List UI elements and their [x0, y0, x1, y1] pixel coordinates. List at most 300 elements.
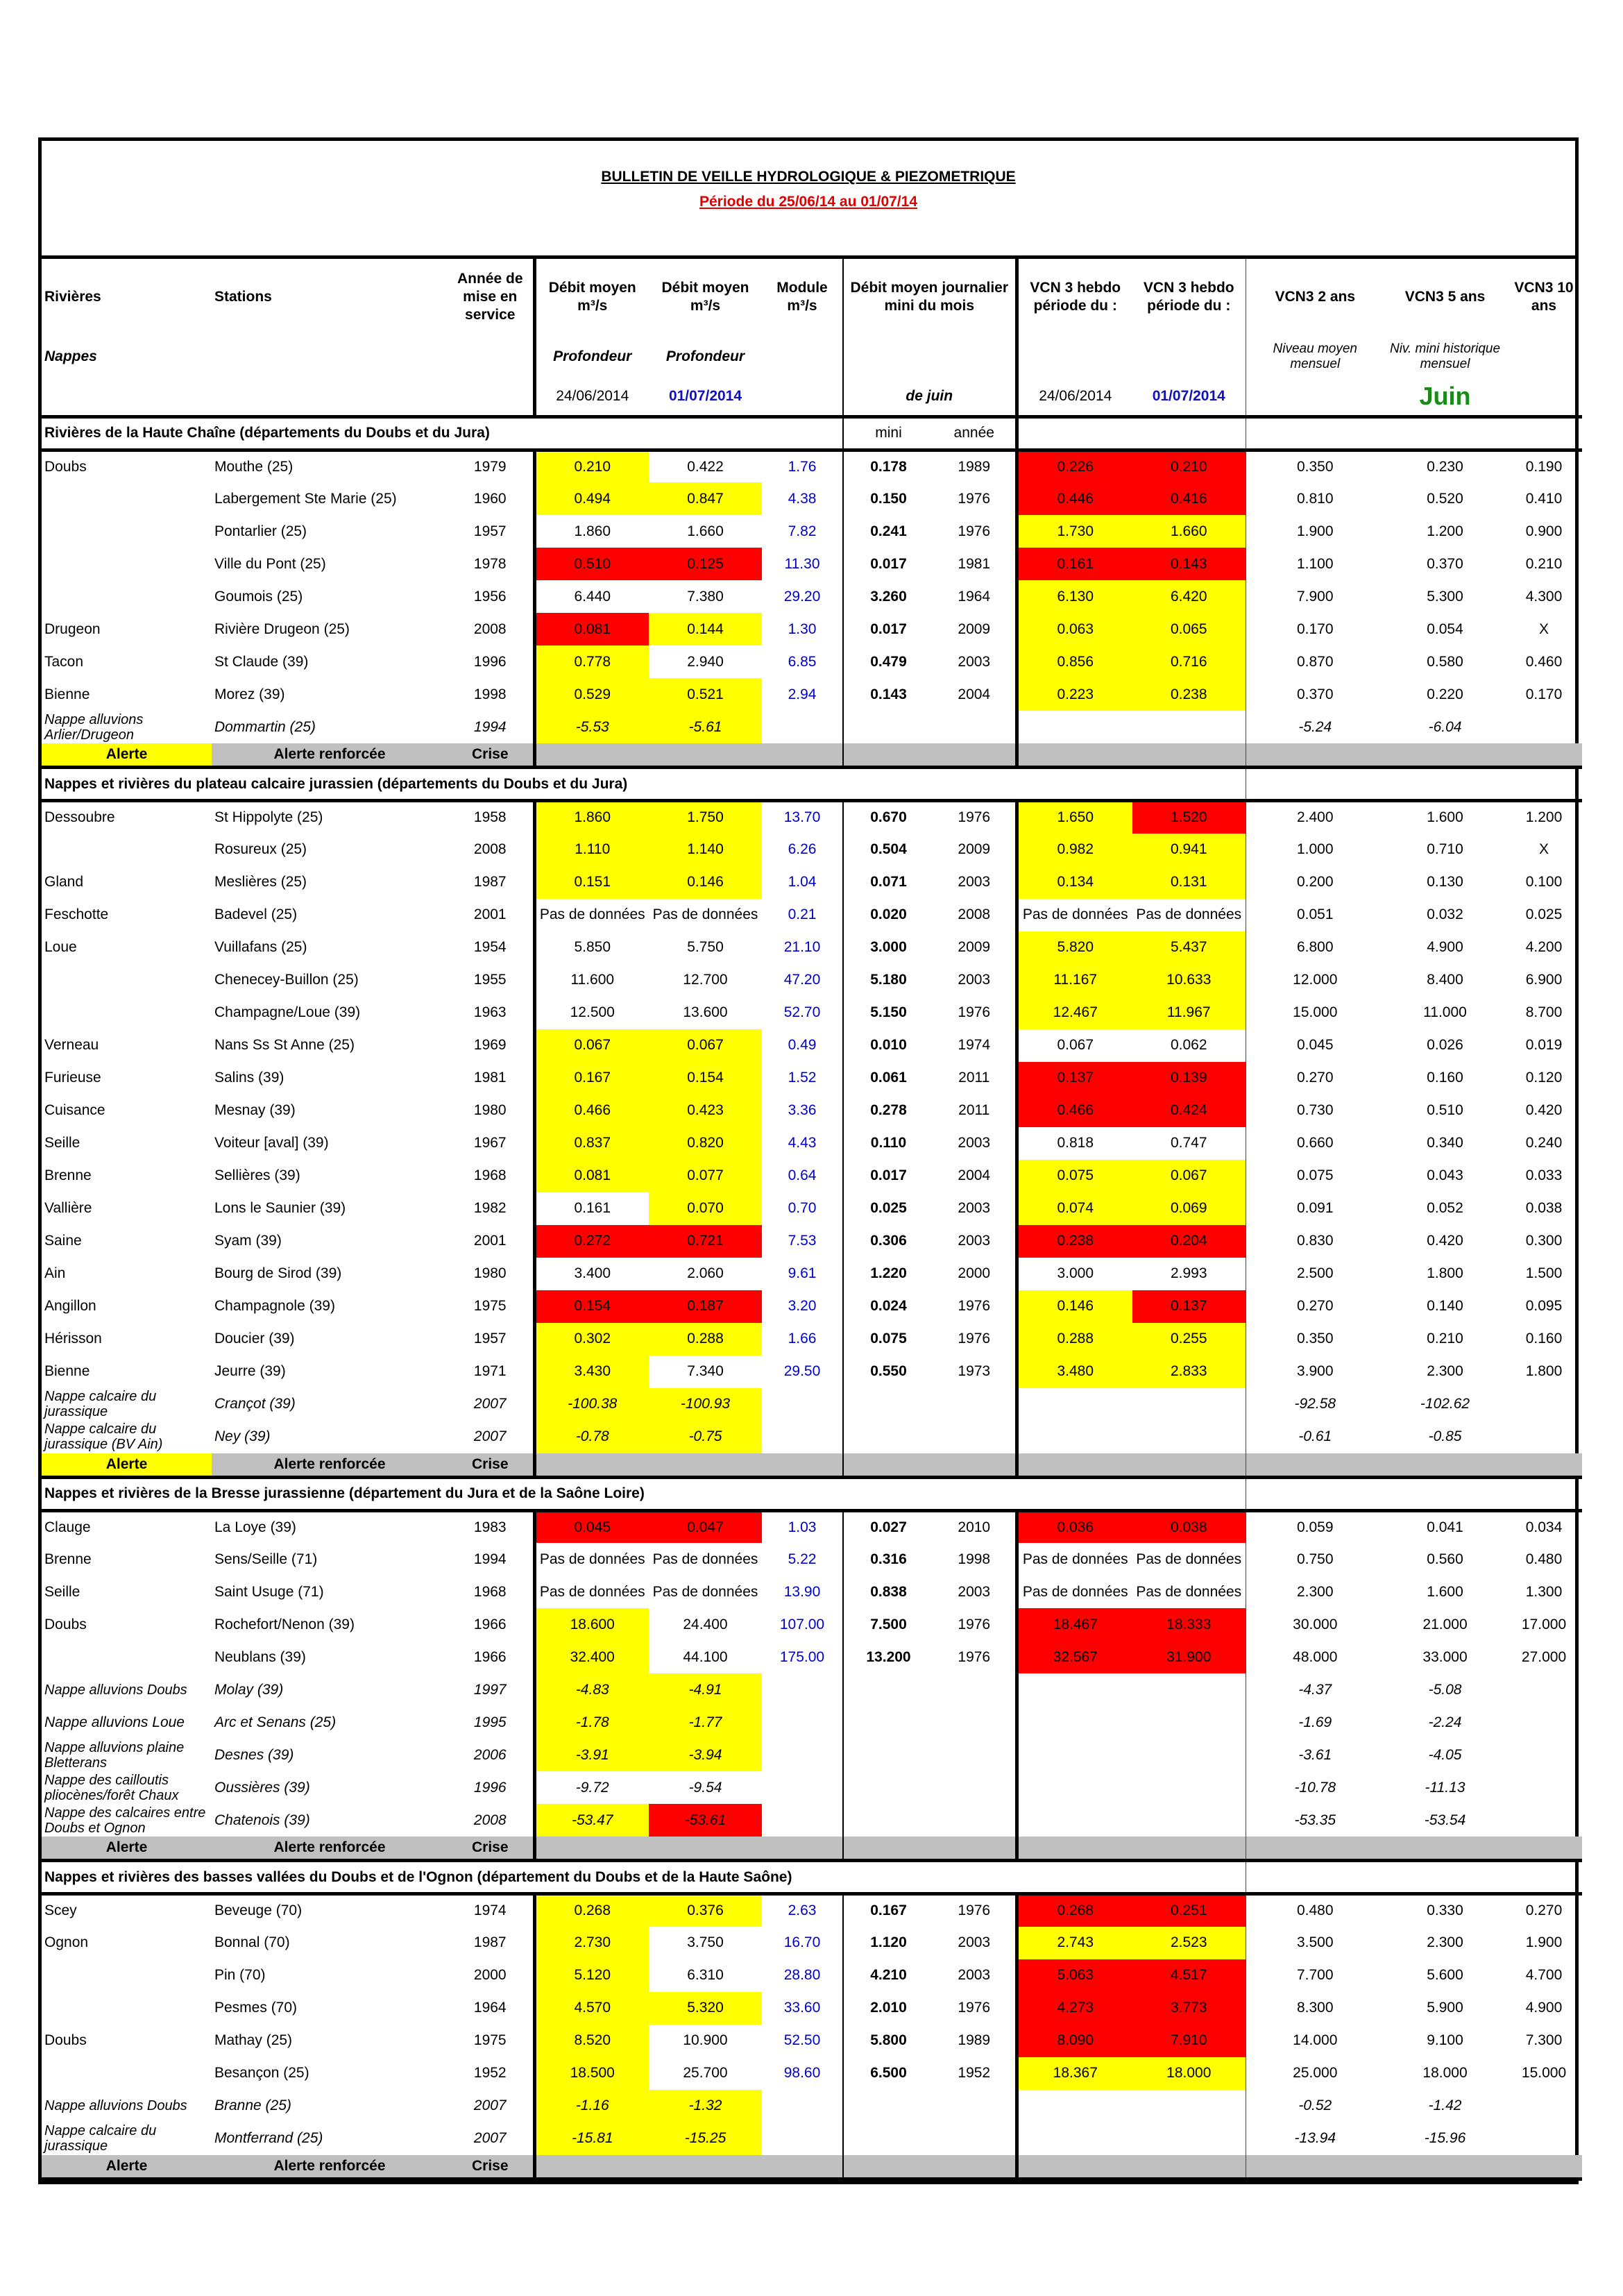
table-row [42, 1894, 1582, 1927]
table-row [42, 580, 1582, 613]
module-value: 4.43 [788, 1135, 817, 1151]
vcn-24-06: 0.856 [1017, 645, 1132, 678]
vcn3-5-ans: 0.043 [1427, 1167, 1463, 1183]
mini-year: 2003 [958, 653, 991, 670]
river-name: Scey [44, 1902, 77, 1919]
river-name [42, 997, 212, 1029]
mini-year: 1998 [958, 1551, 991, 1567]
vcn3-10-ans: 0.190 [1525, 458, 1563, 475]
station-name: Ville du Pont (25) [214, 555, 326, 572]
table-row [42, 2025, 1582, 2057]
vcn-24-06: 0.036 [1017, 1510, 1132, 1543]
mini-value: 0.167 [843, 1894, 933, 1927]
service-year: 1987 [473, 874, 507, 890]
river-name [42, 964, 212, 997]
mini-value: 1.120 [843, 1927, 933, 1959]
station-name: Mathay (25) [214, 2032, 293, 2048]
mini-value [843, 1739, 933, 1771]
river-name: Nappe des cailloutis pliocènes/forêt Chaux [44, 1772, 179, 1803]
vcn3-2-ans: -13.94 [1246, 2122, 1384, 2155]
legend-row [42, 2155, 1582, 2179]
river-name: Nappe alluvions Arlier/Drugeon [44, 711, 144, 743]
vcn-24-06: 3.480 [1017, 1356, 1132, 1388]
debit-01-07: 0.146 [649, 866, 762, 899]
table-row [42, 1510, 1582, 1543]
service-year: 1979 [473, 458, 507, 475]
header-debit-2: Débit moyen m³/s [661, 280, 749, 314]
module-value: 107.00 [779, 1616, 825, 1632]
mini-value: 1.220 [843, 1258, 933, 1290]
river-name: Drugeon [44, 621, 101, 637]
station-name: Rivière Drugeon (25) [214, 621, 350, 637]
mini-year: 2003 [958, 1967, 991, 1983]
vcn-24-06 [1017, 1673, 1132, 1706]
debit-24-06: 8.520 [534, 2025, 649, 2057]
debit-01-07: 0.144 [649, 613, 762, 645]
vcn3-5-ans: 0.520 [1427, 490, 1463, 507]
header-vcn3-2ans: VCN3 2 ans [1246, 259, 1384, 335]
station-name: Champagne/Loue (39) [214, 1004, 361, 1020]
table-row [42, 1927, 1582, 1959]
service-year: 1964 [473, 2000, 507, 2016]
mini-year [933, 1388, 1017, 1421]
station-name: Doucier (39) [214, 1331, 295, 1347]
header-de-juin: de juin [843, 378, 1017, 416]
vcn3-2-ans: 2.400 [1246, 801, 1384, 834]
debit-01-07: 2.060 [687, 1265, 724, 1281]
debit-01-07: 13.600 [683, 1004, 728, 1020]
vcn-01-07: 0.065 [1132, 613, 1246, 645]
debit-24-06: 18.600 [534, 1608, 649, 1641]
station-name: Pin (70) [214, 1967, 266, 1983]
legend-filler [843, 2155, 1017, 2179]
mini-year: 1964 [958, 588, 991, 605]
vcn3-5-ans: 0.580 [1427, 653, 1463, 670]
module-value: 5.22 [788, 1551, 817, 1567]
vcn3-10-ans [1506, 711, 1582, 743]
debit-24-06: -0.78 [534, 1421, 649, 1453]
header-vcn-hebdo-2: VCN 3 hebdo période du : [1143, 280, 1234, 314]
vcn3-10-ans: 0.300 [1525, 1233, 1563, 1249]
debit-24-06: 5.850 [534, 931, 649, 964]
mini-value [843, 2122, 933, 2155]
debit-24-06: 18.500 [534, 2057, 649, 2090]
vcn3-10-ans [1506, 1804, 1582, 1837]
debit-24-06: Pas de données [534, 899, 649, 931]
header-vcn3-5ans: VCN3 5 ans [1404, 289, 1486, 305]
debit-24-06: 0.067 [534, 1029, 649, 1062]
mini-year [933, 1804, 1017, 1837]
vcn-24-06 [1017, 711, 1132, 743]
mini-year: 2003 [958, 1934, 991, 1950]
station-name: Lons le Saunier (39) [214, 1200, 346, 1216]
vcn-01-07: 0.069 [1132, 1192, 1246, 1225]
table-row [42, 515, 1582, 548]
vcn-01-07: 4.517 [1132, 1959, 1246, 1992]
vcn3-10-ans: 0.410 [1525, 490, 1563, 507]
table-row [42, 1543, 1582, 1576]
vcn3-10-ans: X [1539, 841, 1549, 857]
legend-row [42, 743, 1582, 768]
mini-year: 1976 [958, 1298, 991, 1314]
mini-value: 2.010 [843, 1992, 933, 2025]
vcn3-10-ans: 1.200 [1525, 809, 1563, 826]
vcn-01-07 [1132, 1706, 1246, 1739]
mini-value: 5.150 [843, 997, 933, 1029]
debit-01-07: -5.61 [649, 711, 762, 743]
station-name: Vuillafans (25) [214, 939, 307, 955]
station-name: Jeurre (39) [214, 1363, 286, 1379]
vcn-24-06: 2.743 [1017, 1927, 1132, 1959]
vcn-24-06: 0.982 [1017, 834, 1132, 866]
river-name: Saine [44, 1233, 82, 1249]
mini-year: 1976 [958, 2000, 991, 2016]
debit-01-07: -15.25 [649, 2122, 762, 2155]
vcn3-5-ans: 0.370 [1427, 555, 1463, 572]
station-name: Oussières (39) [214, 1779, 310, 1796]
vcn3-10-ans: 1.900 [1525, 1934, 1563, 1950]
station-name: Goumois (25) [214, 588, 303, 605]
vcn3-2-ans: 15.000 [1246, 997, 1384, 1029]
vcn3-10-ans: 0.460 [1525, 653, 1563, 670]
debit-24-06: -9.72 [534, 1771, 649, 1804]
river-name: Ognon [44, 1934, 89, 1950]
debit-24-06: 0.466 [534, 1095, 649, 1127]
vcn-01-07: 0.139 [1132, 1062, 1246, 1095]
vcn3-5-ans: 1.600 [1427, 1583, 1463, 1600]
debit-01-07: 5.320 [649, 1992, 762, 2025]
mini-year: 2003 [958, 1233, 991, 1249]
river-name: Cuisance [44, 1102, 105, 1118]
table-row [42, 1673, 1582, 1706]
service-year: 1952 [473, 2065, 507, 2081]
river-name: Nappe alluvions Doubs [44, 2098, 187, 2113]
vcn3-5-ans: 1.200 [1427, 523, 1463, 539]
legend-row [42, 1453, 1582, 1478]
vcn-01-07: 6.420 [1132, 580, 1246, 613]
vcn3-5-ans: 5.600 [1427, 1967, 1463, 1983]
module-value: 0.70 [788, 1200, 817, 1216]
debit-01-07: 0.288 [649, 1323, 762, 1356]
mini-year: 2009 [958, 939, 991, 955]
service-year: 1971 [473, 1363, 507, 1379]
module-value: 47.20 [783, 972, 821, 988]
section-title: Nappes et rivières des basses vallées du Doubs et de l'Ognon (département du Doubs et de la Haute Saône) [44, 1868, 792, 1885]
river-name [42, 1992, 212, 2025]
station-name: Nans Ss St Anne (25) [214, 1037, 355, 1053]
empty-cell [1017, 1477, 1246, 1510]
service-year: 1980 [473, 1265, 507, 1281]
river-name: Tacon [44, 653, 84, 670]
vcn3-2-ans: 12.000 [1246, 964, 1384, 997]
vcn3-10-ans: 0.100 [1525, 874, 1563, 890]
debit-01-07: 0.847 [649, 482, 762, 515]
debit-01-07: 0.077 [649, 1160, 762, 1192]
debit-24-06: 0.081 [534, 613, 649, 645]
mini-value: 0.017 [843, 613, 933, 645]
vcn3-5-ans: 0.560 [1427, 1551, 1463, 1567]
vcn3-2-ans: -1.69 [1246, 1706, 1384, 1739]
table-row [42, 1258, 1582, 1290]
river-name [42, 580, 212, 613]
debit-24-06: 1.110 [534, 834, 649, 866]
debit-24-06: -3.91 [534, 1739, 649, 1771]
debit-24-06: 0.154 [534, 1290, 649, 1323]
vcn3-10-ans: 0.120 [1525, 1070, 1563, 1086]
vcn-24-06: 8.090 [1017, 2025, 1132, 2057]
vcn3-10-ans: 4.200 [1525, 939, 1563, 955]
vcn-24-06: 0.063 [1017, 613, 1132, 645]
vcn3-10-ans: 27.000 [1521, 1648, 1567, 1665]
vcn3-5-ans: 0.140 [1427, 1298, 1463, 1314]
mini-value: 0.316 [843, 1543, 933, 1576]
service-year: 2007 [473, 1428, 507, 1444]
debit-01-07: -4.91 [649, 1673, 762, 1706]
vcn3-5-ans: -102.62 [1420, 1396, 1470, 1412]
vcn-24-06: 0.137 [1017, 1062, 1132, 1095]
debit-24-06: 4.570 [534, 1992, 649, 2025]
header-mini: mini [843, 416, 933, 450]
debit-01-07: 0.820 [649, 1127, 762, 1160]
mini-value: 0.178 [843, 450, 933, 482]
table-row [42, 1356, 1582, 1388]
vcn3-10-ans [1506, 2090, 1582, 2122]
debit-01-07: 25.700 [683, 2065, 728, 2081]
debit-01-07: Pas de données [652, 906, 758, 922]
debit-01-07: 1.750 [649, 801, 762, 834]
mini-year: 1976 [958, 809, 991, 826]
module-value: 0.64 [788, 1167, 817, 1183]
header-vcn-hebdo-1: VCN 3 hebdo période du : [1017, 259, 1132, 335]
vcn3-10-ans: 4.900 [1525, 2000, 1563, 2016]
river-name: Nappe calcaire du jurassique [44, 2123, 157, 2154]
legend-filler [534, 1453, 843, 1478]
debit-24-06: -53.47 [534, 1804, 649, 1837]
legend-crise: Crise [448, 743, 534, 768]
mini-value [843, 1388, 933, 1421]
vcn-24-06 [1017, 1421, 1132, 1453]
mini-year: 1976 [958, 1004, 991, 1020]
mini-year: 2011 [958, 1102, 990, 1118]
debit-01-07: Pas de données [652, 1583, 758, 1600]
river-name: Nappe alluvions plaine Bletterans [44, 1739, 185, 1771]
table-row [42, 899, 1582, 931]
module-value: 3.36 [788, 1102, 817, 1118]
debit-01-07: 7.340 [687, 1363, 724, 1379]
vcn-01-07 [1132, 1421, 1246, 1453]
table-row [42, 645, 1582, 678]
station-name: Ney (39) [214, 1428, 271, 1444]
mini-year: 2011 [958, 1070, 990, 1086]
legend-filler [843, 1453, 1017, 1478]
mini-year: 1976 [958, 1648, 991, 1665]
table-row [42, 1192, 1582, 1225]
debit-24-06: 11.600 [534, 964, 649, 997]
service-year: 2008 [473, 1812, 507, 1828]
station-name: St Claude (39) [214, 653, 309, 670]
module-value: 4.38 [788, 490, 817, 507]
vcn-01-07: 5.437 [1132, 931, 1246, 964]
table-row [42, 801, 1582, 834]
mini-value: 6.500 [843, 2057, 933, 2090]
vcn3-5-ans: -5.08 [1428, 1681, 1462, 1698]
station-name: Meslières (25) [214, 874, 307, 890]
vcn3-10-ans: 0.160 [1525, 1331, 1563, 1347]
module-value: 3.20 [788, 1298, 817, 1314]
service-year: 1975 [473, 2032, 507, 2048]
module-value: 16.70 [783, 1934, 821, 1950]
header-rivieres: Rivières [44, 289, 101, 305]
vcn3-5-ans: 0.026 [1427, 1037, 1463, 1053]
station-name: Montferrand (25) [214, 2130, 323, 2146]
debit-24-06: 0.778 [534, 645, 649, 678]
station-name: Rochefort/Nenon (39) [214, 1616, 355, 1632]
vcn-01-07: 18.000 [1132, 2057, 1246, 2090]
vcn3-5-ans: 1.800 [1427, 1265, 1463, 1281]
vcn3-5-ans: 33.000 [1422, 1648, 1468, 1665]
debit-01-07: 0.047 [649, 1510, 762, 1543]
service-year: 1998 [473, 686, 507, 702]
service-year: 1997 [473, 1681, 507, 1698]
mini-year [933, 2122, 1017, 2155]
vcn-01-07: 0.238 [1132, 678, 1246, 711]
vcn-24-06: 0.161 [1017, 548, 1132, 580]
vcn-01-07 [1132, 711, 1246, 743]
service-year: 1954 [473, 939, 507, 955]
station-name: Dommartin (25) [214, 718, 316, 735]
module-value [762, 711, 843, 743]
debit-01-07: 5.750 [687, 939, 724, 955]
mini-year: 2000 [958, 1265, 991, 1281]
service-year: 1957 [473, 1331, 507, 1347]
vcn3-5-ans: -53.54 [1424, 1812, 1466, 1828]
river-name [42, 834, 212, 866]
vcn-01-07: 2.833 [1132, 1356, 1246, 1388]
mini-year [933, 2090, 1017, 2122]
debit-01-07: 0.067 [649, 1029, 762, 1062]
vcn-24-06: 0.226 [1017, 450, 1132, 482]
vcn3-2-ans: 1.000 [1246, 834, 1384, 866]
legend-filler [843, 1837, 1017, 1861]
vcn3-2-ans: -53.35 [1246, 1804, 1384, 1837]
vcn3-10-ans [1506, 1706, 1582, 1739]
service-year: 1960 [473, 490, 507, 507]
vcn-01-07: 31.900 [1132, 1641, 1246, 1673]
legend-alerte-renforcee: Alerte renforcée [212, 1453, 448, 1478]
mini-value: 0.010 [843, 1029, 933, 1062]
debit-24-06: 0.167 [534, 1062, 649, 1095]
empty-cell [1246, 768, 1582, 801]
empty-cell [1017, 416, 1246, 450]
service-year: 1996 [473, 1779, 507, 1796]
legend-filler [534, 743, 843, 768]
table-row [42, 834, 1582, 866]
empty-cell [1246, 416, 1582, 450]
mini-value: 0.110 [843, 1127, 933, 1160]
vcn-01-07 [1132, 2122, 1246, 2155]
table-row [42, 1992, 1582, 2025]
vcn-01-07: 18.333 [1132, 1608, 1246, 1641]
header-debit-1: Débit moyen m³/s [534, 259, 649, 335]
vcn-01-07 [1132, 1739, 1246, 1771]
legend-alerte: Alerte [42, 2155, 212, 2179]
vcn3-5-ans: 5.300 [1427, 588, 1463, 605]
header-date-1: 24/06/2014 [534, 378, 649, 416]
mini-value: 4.210 [843, 1959, 933, 1992]
vcn3-10-ans: 8.700 [1525, 1004, 1563, 1020]
module-value: 1.03 [788, 1519, 817, 1535]
debit-01-07: -100.93 [649, 1388, 762, 1421]
vcn-01-07: 7.910 [1132, 2025, 1246, 2057]
debit-01-07: 7.380 [687, 588, 724, 605]
vcn-24-06 [1017, 1739, 1132, 1771]
vcn-24-06: 0.134 [1017, 866, 1132, 899]
service-year: 2008 [473, 841, 507, 857]
station-name: Chatenois (39) [214, 1812, 310, 1828]
legend-alerte: Alerte [42, 1453, 212, 1478]
vcn3-5-ans: 0.052 [1427, 1200, 1463, 1216]
river-name: Ain [44, 1265, 66, 1281]
debit-01-07: -0.75 [649, 1421, 762, 1453]
debit-24-06: 1.860 [534, 801, 649, 834]
mini-value [843, 1706, 933, 1739]
module-value: 33.60 [783, 2000, 821, 2016]
vcn-24-06: 0.446 [1017, 482, 1132, 515]
table-row [42, 711, 1582, 743]
vcn3-5-ans: -0.85 [1428, 1428, 1462, 1444]
vcn-24-06: 4.273 [1017, 1992, 1132, 2025]
header-stations: Stations [214, 289, 272, 305]
legend-filler [1017, 743, 1246, 768]
module-value: 11.30 [784, 555, 820, 572]
station-name: Bourg de Sirod (39) [214, 1265, 342, 1281]
vcn3-10-ans: X [1539, 621, 1549, 637]
service-year: 1966 [473, 1616, 507, 1632]
header-vcn3-10ans: VCN3 10 ans [1514, 280, 1574, 314]
river-name: Brenne [44, 1551, 92, 1567]
mini-value: 0.150 [843, 482, 933, 515]
river-name: Clauge [44, 1519, 91, 1535]
mini-value [843, 1421, 933, 1453]
vcn3-10-ans: 1.300 [1525, 1583, 1563, 1600]
river-name: Brenne [44, 1167, 92, 1183]
empty-cell [1017, 1861, 1246, 1894]
mini-year: 1976 [958, 523, 991, 539]
module-value: 52.70 [783, 1004, 821, 1020]
river-name: Bienne [44, 686, 90, 702]
vcn3-10-ans: 0.034 [1525, 1519, 1563, 1535]
vcn3-5-ans: 0.054 [1427, 621, 1463, 637]
station-name: Chenecey-Buillon (25) [214, 972, 359, 988]
vcn3-2-ans: 7.700 [1246, 1959, 1384, 1992]
vcn-01-07: 0.941 [1132, 834, 1246, 866]
river-name [42, 482, 212, 515]
vcn3-2-ans: 0.051 [1246, 899, 1384, 931]
debit-01-07: -53.61 [649, 1804, 762, 1837]
vcn3-2-ans: 0.480 [1246, 1894, 1384, 1927]
table-row [42, 866, 1582, 899]
table-row [42, 613, 1582, 645]
service-year: 1958 [473, 809, 507, 826]
mini-year: 1989 [958, 2032, 991, 2048]
vcn-24-06 [1017, 1771, 1132, 1804]
vcn3-5-ans: 0.710 [1427, 841, 1463, 857]
header-vcn-date-2: 01/07/2014 [1152, 388, 1225, 405]
vcn3-5-ans: 0.210 [1427, 1331, 1463, 1347]
mini-year: 2009 [958, 841, 991, 857]
vcn3-10-ans: 0.019 [1525, 1037, 1563, 1053]
mini-value: 0.017 [843, 548, 933, 580]
